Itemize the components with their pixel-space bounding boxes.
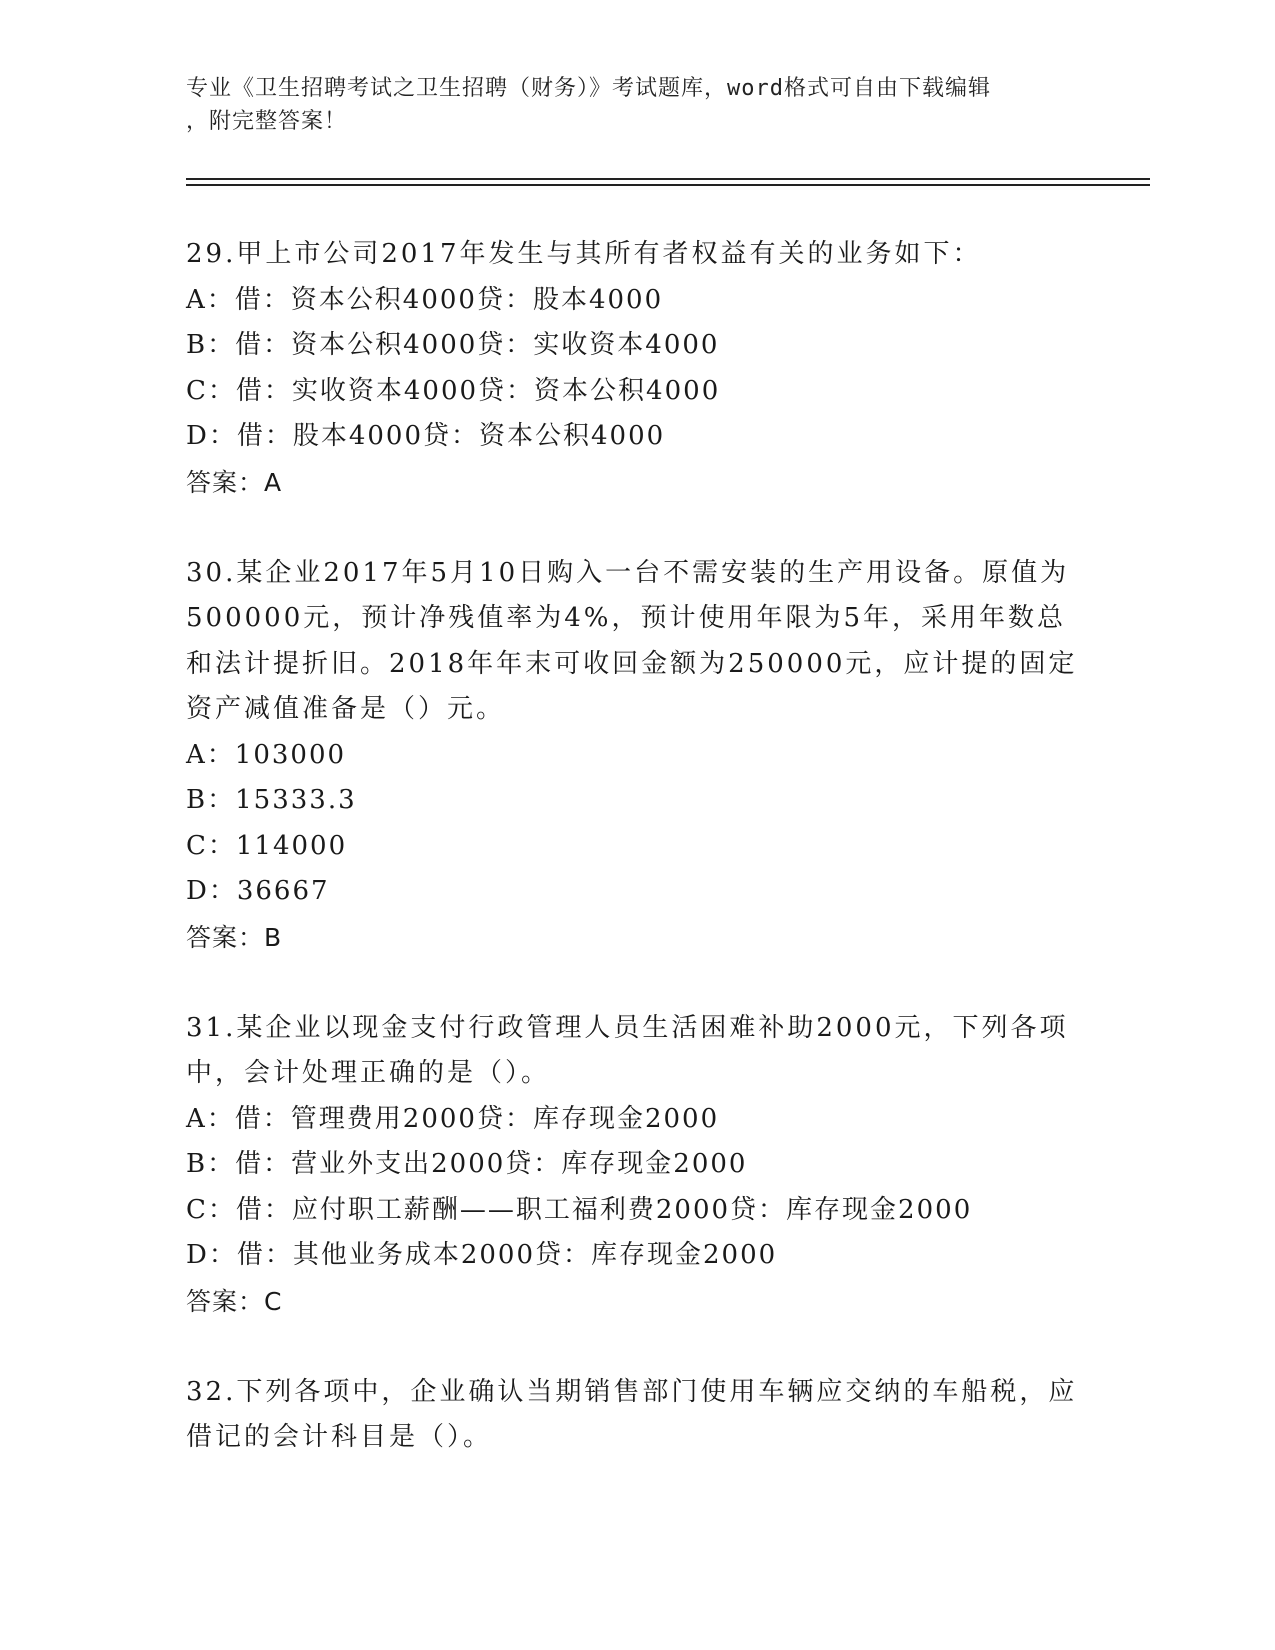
header-divider-top: [186, 178, 1150, 180]
question-30: [186, 551, 1086, 961]
header-line-2: ，附完整答案！: [186, 109, 348, 134]
question-list: [186, 232, 1086, 1506]
question-32: [186, 1370, 1086, 1461]
header-line-1: 专业《卫生招聘考试之卫生招聘（财务）》考试题库，word格式可自由下载编辑: [186, 76, 991, 101]
document-header: [186, 72, 1086, 138]
question-31: [186, 1006, 1086, 1325]
option-a: A：103000: [186, 739, 347, 770]
option-d: D：借：股本4000贷：资本公积4000: [186, 421, 666, 451]
option-a: A：借：资本公积4000贷：股本4000: [186, 284, 664, 315]
answer-line: 答案：A: [186, 467, 283, 497]
question-text: 29.甲上市公司2017年发生与其所有者权益有关的业务如下：: [186, 239, 982, 269]
answer-line: 答案：C: [186, 1286, 283, 1316]
option-c: C：借：实收资本4000贷：资本公积4000: [186, 375, 721, 406]
option-b: B：15333.3: [186, 785, 357, 815]
option-b: B：借：营业外支出2000贷：库存现金2000: [186, 1149, 748, 1179]
question-text: 30.某企业2017年5月10日购入一台不需安装的生产用设备。原值为500000元，预计净残值率为4%，预计使用年限为5年，采用年数总和法计提折旧。2018年年末可收回金额为250000元，应计提的固定资产减值准备是（）元。: [186, 557, 1078, 724]
question-text: 32.下列各项中，企业确认当期销售部门使用车辆应交纳的车船税，应借记的会计科目是（）。: [186, 1376, 1078, 1452]
option-d: D：借：其他业务成本2000贷：库存现金2000: [186, 1240, 778, 1270]
question-text: 31.某企业以现金支付行政管理人员生活困难补助2000元，下列各项中，会计处理正确的是（）。: [186, 1012, 1069, 1088]
answer-line: 答案：B: [186, 922, 283, 952]
option-c: C：借：应付职工薪酬——职工福利费2000贷：库存现金2000: [186, 1194, 973, 1225]
question-29: [186, 232, 1086, 505]
option-c: C：114000: [186, 830, 348, 861]
option-b: B：借：资本公积4000贷：实收资本4000: [186, 330, 720, 360]
option-d: D：36667: [186, 876, 330, 906]
option-a: A：借：管理费用2000贷：库存现金2000: [186, 1103, 720, 1134]
header-divider-bottom: [186, 184, 1150, 186]
